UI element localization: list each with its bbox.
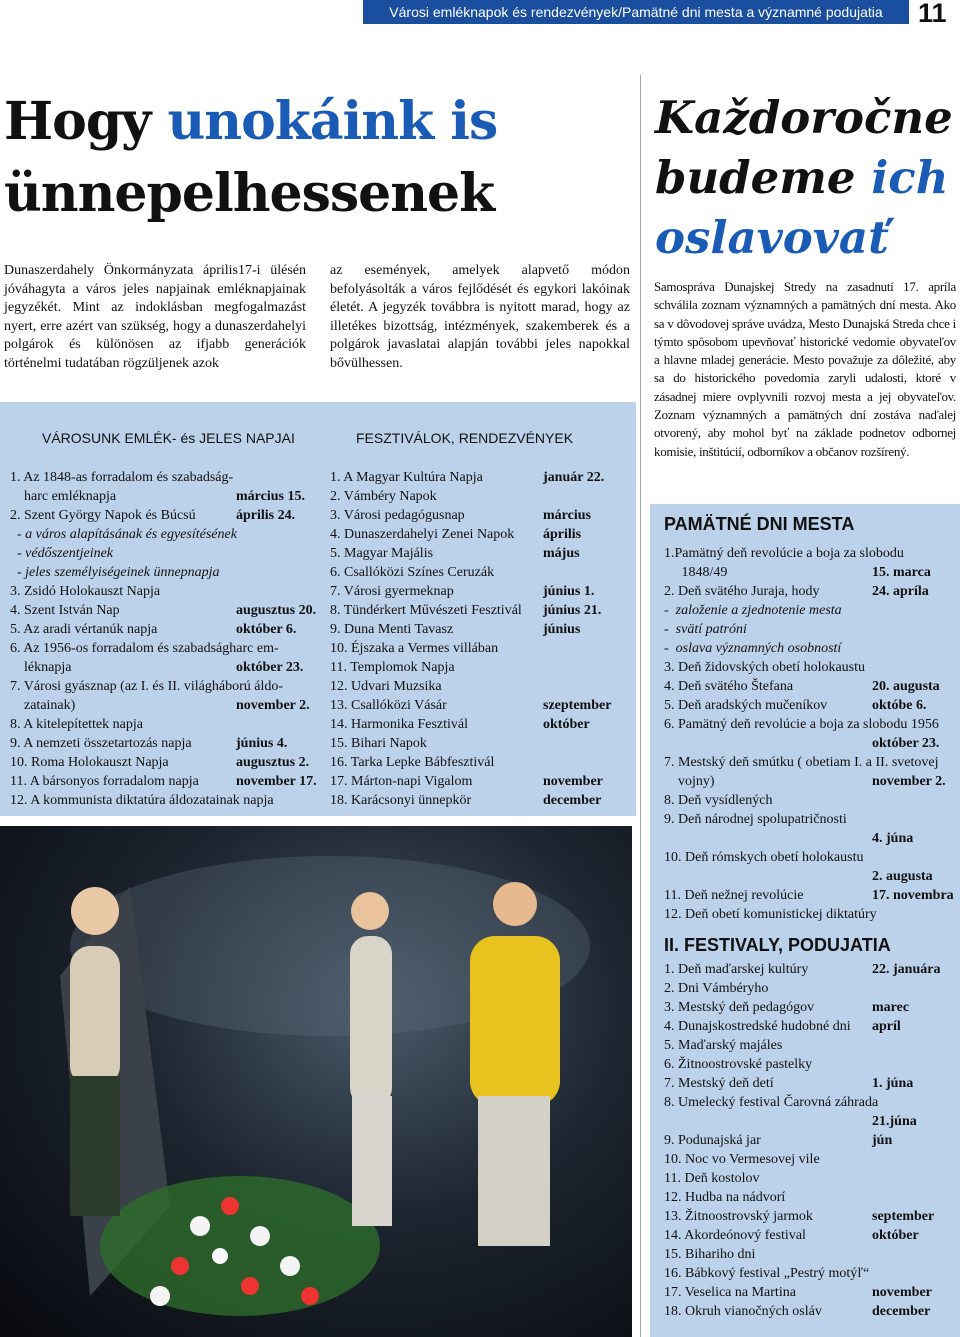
list-item xyxy=(330,658,630,677)
list-item xyxy=(330,563,630,582)
item-text: 1848/49 xyxy=(664,565,728,580)
item-text: - oslava významných osobností xyxy=(664,641,842,656)
item-text: 12. A kommunista diktatúra áldozatainak napja xyxy=(10,793,274,808)
item-text: 8. Tündérkert Művészeti Fesztivál xyxy=(330,603,522,618)
list-item xyxy=(664,1226,950,1245)
item-date: november 2. xyxy=(236,698,310,713)
item-text: 10. Roma Holokauszt Napja xyxy=(10,755,169,770)
item-text: 1. A Magyar Kultúra Napja xyxy=(330,470,483,485)
item-date: június 4. xyxy=(236,736,288,751)
item-date: 22. januára xyxy=(872,962,941,977)
list-item xyxy=(664,848,950,867)
list-item xyxy=(330,506,630,525)
item-text: 1.Pamätný deň revolúcie a boja za slobodu xyxy=(664,546,904,561)
list-item xyxy=(330,734,630,753)
list-item xyxy=(664,1207,950,1226)
item-text: 2. Deň svätého Juraja, hody xyxy=(664,584,820,599)
list-item xyxy=(330,582,630,601)
item-date: június 1. xyxy=(543,584,595,599)
item-date: september xyxy=(872,1209,935,1224)
list-item xyxy=(10,696,328,715)
list-item xyxy=(330,791,630,810)
item-text: 1. Deň maďarskej kultúry xyxy=(664,962,809,977)
list-item xyxy=(664,620,950,639)
item-date: 21.júna xyxy=(872,1114,917,1129)
item-text: 15. Bihariho dni xyxy=(664,1247,756,1262)
item-text: 4. Dunajskostredské hudobné dni xyxy=(664,1019,851,1034)
item-text: 8. Deň vysídlených xyxy=(664,793,773,808)
item-text: 9. A nemzeti összetartozás napja xyxy=(10,736,192,751)
item-date: 15. marca xyxy=(872,565,931,580)
item-text: 6. Az 1956-os forradalom és szabadságharc em- xyxy=(10,641,279,656)
festivals-heading: FESZTIVÁLOK, RENDEZVÉNYEK xyxy=(356,430,574,446)
item-text: 4. Deň svätého Štefana xyxy=(664,679,794,694)
item-text: 14. Akordeónový festival xyxy=(664,1228,806,1243)
memorial-days-sk-list xyxy=(664,544,954,924)
sk-headline-part-2: budeme xyxy=(655,151,872,204)
item-text: 7. Városi gyermeknap xyxy=(330,584,454,599)
festivals-sk-list xyxy=(664,960,950,1321)
item-text: 10. Deň rómskych obetí holokaustu xyxy=(664,850,864,865)
item-date: október 23. xyxy=(236,660,304,675)
list-item xyxy=(664,1283,950,1302)
sk-headline-part-1: Každoročne xyxy=(655,91,953,144)
list-item xyxy=(330,753,630,772)
list-item xyxy=(330,715,630,734)
ceremony-photo xyxy=(0,826,632,1337)
item-date: október 6. xyxy=(236,622,297,637)
memorial-days-list xyxy=(10,468,328,810)
item-date: június xyxy=(543,622,581,637)
item-text: 10. Éjszaka a Vermes villában xyxy=(330,641,499,656)
item-text: 6. Pamätný deň revolúcie a boja za slobodu 1956 xyxy=(664,717,939,732)
item-text: harc emléknapja xyxy=(10,489,117,504)
headline-part-1: Hogy xyxy=(4,91,168,152)
list-item xyxy=(10,582,328,601)
item-text: 10. Noc vo Vermesovej vile xyxy=(664,1152,820,1167)
list-item xyxy=(664,1055,950,1074)
list-item xyxy=(664,960,950,979)
page-number: 11 xyxy=(918,0,947,28)
item-date: 2. augusta xyxy=(872,869,933,884)
list-item xyxy=(664,1017,950,1036)
item-text: 4. Dunaszerdahelyi Zenei Napok xyxy=(330,527,515,542)
item-text: 1. Az 1848-as forradalom és szabadság- xyxy=(10,470,234,485)
list-item xyxy=(664,639,950,658)
item-text: 13. Csallóközi Vásár xyxy=(330,698,447,713)
item-text: 11. Templomok Napja xyxy=(330,660,455,675)
item-date: április xyxy=(543,527,582,542)
list-item xyxy=(664,1131,950,1150)
list-item xyxy=(10,753,328,772)
item-text: 14. Harmonika Fesztivál xyxy=(330,717,469,732)
hungarian-intro-left: Dunaszerdahely Önkormányzata április17-i ülésén jóváhagyta a város jeles napjainak emléknapjainak jegyzékét. Mint az indoklásban megfogalmazást nyert, erre azért van szükség, hogy a dunaszerdahelyi polgárok és különösen az ifjabb generációk történelmi tudatában rögzüljenek azok xyxy=(4,263,306,371)
item-text: 8. Umelecký festival Čarovná záhrada xyxy=(664,1095,879,1110)
item-text: 11. Deň nežnej revolúcie xyxy=(664,888,804,903)
item-text: 17. Márton-napi Vigalom xyxy=(330,774,473,789)
list-item xyxy=(664,867,950,886)
list-item xyxy=(664,1112,950,1131)
item-date: március 15. xyxy=(236,489,305,504)
list-item xyxy=(10,677,328,696)
sk-headline-part-4: oslavovať xyxy=(655,211,889,264)
item-text: - a város alapításának és egyesítésének xyxy=(10,527,237,542)
item-date: április 24. xyxy=(236,508,296,523)
item-date: március xyxy=(543,508,591,523)
item-text: 9. Podunajská jar xyxy=(664,1133,761,1148)
list-item xyxy=(664,1074,950,1093)
item-date: 20. augusta xyxy=(872,679,940,694)
item-text: 5. Deň aradských mučeníkov xyxy=(664,698,828,713)
list-item xyxy=(664,791,950,810)
item-text: 16. Bábkový festival „Pestrý motýľ“ xyxy=(664,1266,870,1281)
item-date: augusztus 20. xyxy=(236,603,317,618)
item-text: zatainak) xyxy=(10,698,76,713)
memorial-days-sk-heading: PAMÄTNÉ DNI MESTA xyxy=(664,514,855,534)
list-item xyxy=(10,772,328,791)
item-date: december xyxy=(543,793,602,808)
item-text: 2. Szent György Napok és Búcsú xyxy=(10,508,196,523)
list-item xyxy=(664,1169,950,1188)
item-text: 16. Tarka Lepke Bábfesztivál xyxy=(330,755,495,770)
hungarian-headline xyxy=(4,86,497,230)
list-item xyxy=(330,468,630,487)
list-item xyxy=(330,772,630,791)
item-date: december xyxy=(872,1304,931,1319)
list-item xyxy=(664,905,950,924)
sk-headline-part-3: ich xyxy=(871,151,949,204)
item-text: vojny) xyxy=(664,774,715,789)
slovak-headline xyxy=(655,88,953,268)
list-item xyxy=(10,791,328,810)
item-text: 12. Deň obetí komunistickej diktatúry xyxy=(664,907,877,922)
list-item xyxy=(664,1302,950,1321)
list-item xyxy=(664,979,950,998)
list-item xyxy=(664,998,950,1017)
item-date: október xyxy=(872,1228,919,1243)
item-date: augusztus 2. xyxy=(236,755,310,770)
list-item xyxy=(10,601,328,620)
list-item xyxy=(10,544,328,563)
list-item xyxy=(10,487,328,506)
item-text: 6. Csallóközi Színes Ceruzák xyxy=(330,565,495,580)
list-item xyxy=(330,620,630,639)
item-date: októbe 6. xyxy=(872,698,927,713)
list-item xyxy=(664,1188,950,1207)
list-item xyxy=(664,715,950,734)
item-text: 15. Bihari Napok xyxy=(330,736,427,751)
item-text: 5. Az aradi vértanúk napja xyxy=(10,622,158,637)
item-date: 17. novembra xyxy=(872,888,954,903)
list-item xyxy=(10,734,328,753)
list-item xyxy=(664,753,950,772)
list-item xyxy=(664,772,950,791)
list-item xyxy=(664,601,950,620)
item-date: 4. júna xyxy=(872,831,914,846)
item-text: 9. Duna Menti Tavasz xyxy=(330,622,454,637)
list-item xyxy=(664,810,950,829)
list-item xyxy=(330,525,630,544)
list-item xyxy=(330,601,630,620)
item-text: 5. Maďarský majáles xyxy=(664,1038,783,1053)
item-text: 3. Deň židovských obetí holokaustu xyxy=(664,660,866,675)
item-text: 7. Városi gyásznap (az I. és II. világháború áldo- xyxy=(10,679,284,694)
item-text: 12. Udvari Muzsika xyxy=(330,679,442,694)
item-text: 5. Magyar Majális xyxy=(330,546,434,561)
item-date: október xyxy=(543,717,590,732)
item-text: 11. A bársonyos forradalom napja xyxy=(10,774,199,789)
item-date: szeptember xyxy=(543,698,612,713)
item-date: november xyxy=(543,774,603,789)
list-item xyxy=(330,677,630,696)
item-text: - jeles személyiségeinek ünnepnapja xyxy=(10,565,220,580)
headline-part-2: unokáink is xyxy=(167,91,498,152)
list-item xyxy=(330,639,630,658)
item-date: 1. júna xyxy=(872,1076,914,1091)
item-date: jún xyxy=(872,1133,893,1148)
list-item xyxy=(664,696,950,715)
item-text: 18. Okruh vianočných osláv xyxy=(664,1304,822,1319)
item-date: november 2. xyxy=(872,774,946,789)
list-item xyxy=(330,544,630,563)
item-text: 7. Mestský deň detí xyxy=(664,1076,774,1091)
item-text: - svätí patróni xyxy=(664,622,747,637)
list-item xyxy=(10,658,328,677)
item-date: október 23. xyxy=(872,736,940,751)
item-text: 2. Vámbéry Napok xyxy=(330,489,437,504)
item-text: 7. Mestský deň smútku ( obetiam I. a II. svetovej xyxy=(664,755,939,770)
list-item xyxy=(664,544,950,563)
item-date: marec xyxy=(872,1000,910,1015)
item-text: 3. Városi pedagógusnap xyxy=(330,508,465,523)
item-date: május xyxy=(543,546,580,561)
list-item xyxy=(664,886,954,905)
list-item xyxy=(664,1093,950,1112)
list-item xyxy=(664,1150,950,1169)
section-header-band: Városi emléknapok és rendezvények/Pamätné dni mesta a významné podujatia xyxy=(363,0,909,24)
item-text: 11. Deň kostolov xyxy=(664,1171,760,1186)
ceremony-photo-graphic xyxy=(0,826,632,1337)
list-item xyxy=(664,563,950,582)
slovak-intro: Samospráva Dunajskej Stredy na zasadnutí 17. apríla schválila zoznam významných a pamätných dní mesta. Ako sa v dôvodovej správe uvádza, Mesto Dunajská Streda chce i týmto spôsobom upevňovať historické vedomie obyvateľov a hlavne mladej generácie. Mesto považuje za dôležité, aby sa do historického povedomia zaryli udalosti, ktoré v zásadnej miere ovplyvnili rozvoj mesta a jej obyvateľov. Zoznam významných a pamätných dní zostáva naďalej otvorený, aby mohol byť na základe podnetov odbornej komisie, inštitúcií, odborníkov a občanov rozšírený. xyxy=(654,279,956,459)
item-text: 13. Žitnoostrovský jarmok xyxy=(664,1209,813,1224)
list-item xyxy=(664,582,950,601)
item-text: 4. Szent István Nap xyxy=(10,603,120,618)
item-date: június 21. xyxy=(543,603,602,618)
item-date: apríl xyxy=(872,1019,901,1034)
item-text: 12. Hudba na nádvorí xyxy=(664,1190,786,1205)
column-separator xyxy=(640,75,641,1337)
list-item xyxy=(10,715,328,734)
item-date: 24. apríla xyxy=(872,584,929,599)
festivals-list xyxy=(330,468,630,810)
item-text: - založenie a zjednotenie mesta xyxy=(664,603,842,618)
list-item xyxy=(664,829,950,848)
memorial-days-heading: VÁROSUNK EMLÉK- és JELES NAPJAI xyxy=(42,430,295,446)
item-text: 18. Karácsonyi ünnepkör xyxy=(330,793,472,808)
list-item xyxy=(10,525,328,544)
list-item xyxy=(330,696,630,715)
item-text: 3. Mestský deň pedagógov xyxy=(664,1000,815,1015)
item-text: 8. A kitelepítettek napja xyxy=(10,717,143,732)
list-item xyxy=(664,658,950,677)
festivals-sk-heading: II. FESTIVALY, PODUJATIA xyxy=(664,935,891,955)
item-text: 2. Dni Vámbéryho xyxy=(664,981,769,996)
item-text: - védőszentjeinek xyxy=(10,546,114,561)
item-date: november 17. xyxy=(236,774,317,789)
headline-part-3: ünnepelhessenek xyxy=(4,163,495,224)
list-item xyxy=(664,1264,950,1283)
hungarian-intro-right: az események, amelyek alapvető módon befolyásolták a város fejlődését és egykori lakóinak életét. A jegyzék továbbra is nyitott marad, hogy az illetékes bizottság, intézmények, szakemberek és a polgárok javaslatai alapján további jeles napokkal bővülhessen. xyxy=(330,263,630,371)
list-item xyxy=(664,677,950,696)
list-item xyxy=(10,639,328,658)
list-item xyxy=(10,620,328,639)
item-date: november xyxy=(872,1285,932,1300)
item-text: 9. Deň národnej spolupatričnosti xyxy=(664,812,847,827)
item-text: léknapja xyxy=(10,660,72,675)
list-item xyxy=(10,468,328,487)
list-item xyxy=(10,563,328,582)
item-text: 6. Žitnoostrovské pastelky xyxy=(664,1057,813,1072)
list-item xyxy=(664,1245,950,1264)
item-text: 17. Veselica na Martina xyxy=(664,1285,796,1300)
list-item xyxy=(664,734,950,753)
list-item xyxy=(330,487,630,506)
item-text: 3. Zsidó Holokauszt Napja xyxy=(10,584,161,599)
item-date: január 22. xyxy=(543,470,605,485)
list-item xyxy=(10,506,328,525)
list-item xyxy=(664,1036,950,1055)
